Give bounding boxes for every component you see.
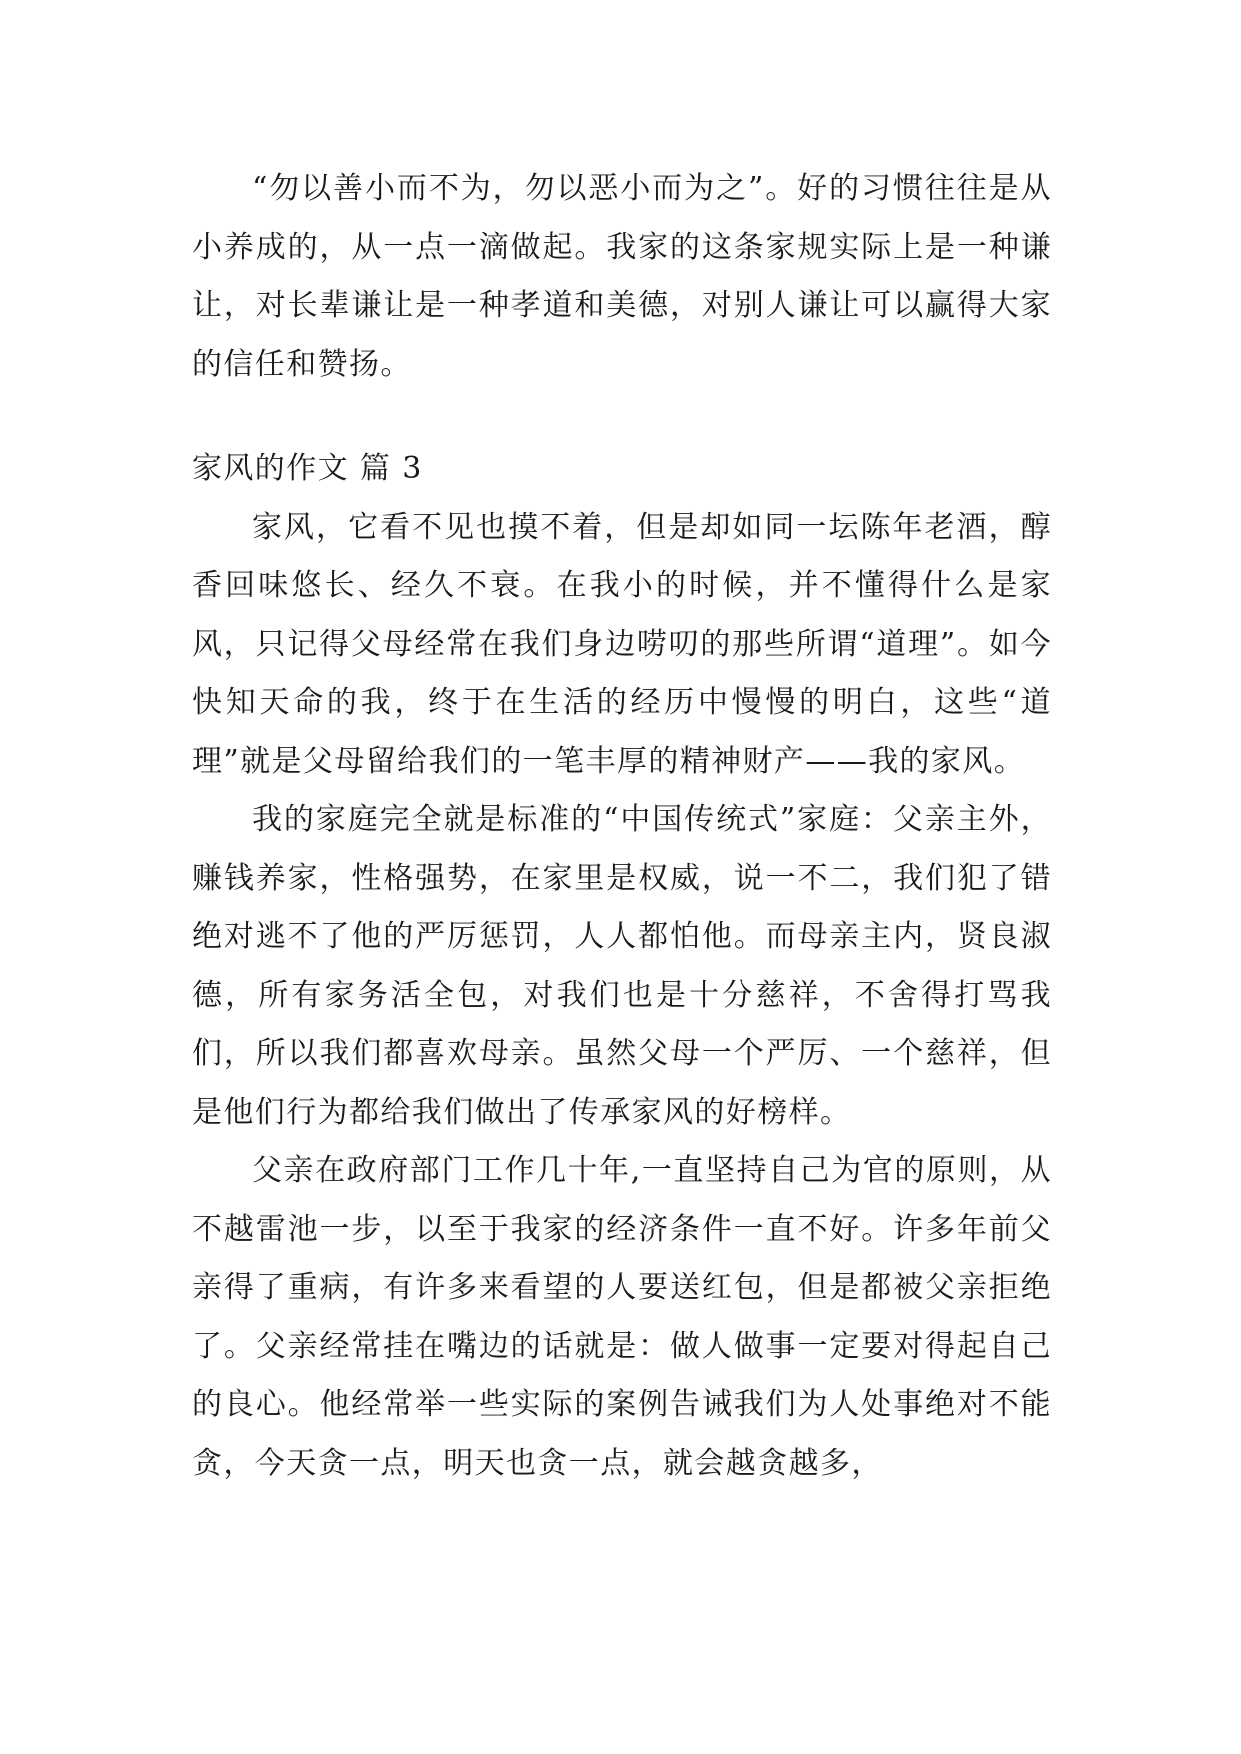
paragraph-traditional-family: 我的家庭完全就是标准的“中国传统式”家庭：父亲主外，赚钱养家，性格强势，在家里是权威，说一不二，我们犯了错绝对逃不了他的严厉惩罚，人人都怕他。而母亲主内，贤良淑德，所有家务活全包，对我们也是十分慈祥，不舍得打骂我们，所以我们都喜欢母亲。虽然父母一个严厉、一个慈祥，但是他们行为都给我们做出了传承家风的好榜样。 [192, 802, 1052, 1130]
paragraph-proverb: “勿以善小而不为，勿以恶小而为之”。好的习惯往往是从小养成的，从一点一滴做起。我家的这条家规实际上是一种谦让，对长辈谦让是一种孝道和美德，对别人谦让可以赢得大家的信任和赞扬。 [192, 171, 1052, 382]
paragraph-family-style-intro: 家风，它看不见也摸不着，但是却如同一坛陈年老酒，醇香回味悠长、经久不衰。在我小的时候，并不懂得什么是家风，只记得父母经常在我们身边唠叨的那些所谓“道理”。如今快知天命的我，终于在生活的经历中慢慢的明白，这些“道理”就是父母留给我们的一笔丰厚的精神财产——我的家风。 [192, 509, 1052, 779]
section-title: 家风的作文 篇 3 [192, 451, 423, 486]
paragraph-father-principles: 父亲在政府部门工作几十年,一直坚持自己为官的原则，从不越雷池一步，以至于我家的经济条件一直不好。许多年前父亲得了重病，有许多来看望的人要送红包，但是都被父亲拒绝了。父亲经常挂在嘴边的话就是：做人做事一定要对得起自己的良心。他经常举一些实际的案例告诫我们为人处事绝对不能贪，今天贪一点，明天也贪一点，就会越贪越多， [192, 1153, 1052, 1481]
document-body [192, 160, 1052, 1493]
